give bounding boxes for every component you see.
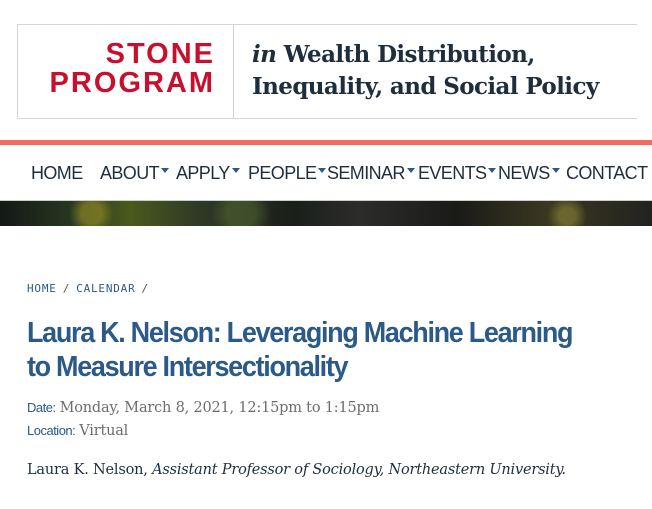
main-nav (0, 145, 652, 201)
breadcrumb-separator: / (62, 281, 71, 295)
breadcrumb-calendar-link[interactable]: CALENDAR (76, 281, 136, 295)
nav-item-label: SEMINAR (327, 162, 405, 183)
chevron-down-icon (406, 165, 416, 175)
logo-tagline (252, 39, 632, 103)
chevron-down-icon (551, 165, 561, 175)
speaker-info (27, 462, 566, 478)
nav-item-label: ABOUT (100, 162, 160, 183)
page-title: Laura K. Nelson: Leveraging Machine Learning to Measure Intersectionality (27, 317, 573, 383)
event-date (27, 400, 379, 420)
logo-program-name (18, 40, 215, 98)
nav-item-contact[interactable] (566, 161, 647, 185)
logo-line-stone: STONE (105, 38, 215, 70)
location-label: Location: (27, 423, 76, 438)
chevron-down-icon (317, 165, 327, 175)
nav-item-apply[interactable] (176, 161, 241, 185)
location-value: Virtual (79, 423, 129, 439)
nav-item-label: HOME (31, 162, 83, 183)
banner-image (0, 201, 652, 226)
nav-item-label: CONTACT (566, 162, 648, 183)
date-label: Date: (27, 400, 56, 415)
speaker-affiliation: Assistant Professor of Sociology, Northeastern University. (152, 462, 566, 478)
nav-item-label: PEOPLE (248, 162, 317, 183)
date-value: Monday, March 8, 2021, 12:15pm to 1:15pm (59, 400, 380, 416)
chevron-down-icon (231, 165, 241, 175)
nav-item-events[interactable] (418, 161, 497, 185)
nav-item-label: APPLY (176, 162, 230, 183)
nav-item-about[interactable] (100, 161, 170, 185)
logo-tagline-line2: Inequality, and Social Policy (252, 73, 599, 100)
logo-line-program: PROGRAM (49, 67, 215, 99)
nav-item-home[interactable] (31, 161, 83, 185)
chevron-down-icon (487, 165, 497, 175)
chevron-down-icon (160, 165, 170, 175)
breadcrumb-home-link[interactable]: HOME (27, 281, 57, 295)
nav-item-label: EVENTS (418, 162, 487, 183)
logo-tag-prefix: in (252, 41, 277, 68)
site-logo[interactable] (17, 24, 637, 119)
logo-divider (233, 25, 234, 119)
logo-tag-line1-text: Wealth Distribution, (283, 41, 535, 68)
nav-item-label: NEWS (498, 162, 550, 183)
logo-tagline-line1 (252, 39, 632, 71)
nav-item-news[interactable] (498, 161, 561, 185)
event-location (27, 423, 128, 443)
breadcrumb (27, 280, 155, 296)
nav-item-people[interactable] (248, 161, 327, 185)
breadcrumb-separator: / (141, 281, 149, 295)
nav-item-seminar[interactable] (327, 161, 416, 185)
speaker-name: Laura K. Nelson, (27, 462, 148, 478)
